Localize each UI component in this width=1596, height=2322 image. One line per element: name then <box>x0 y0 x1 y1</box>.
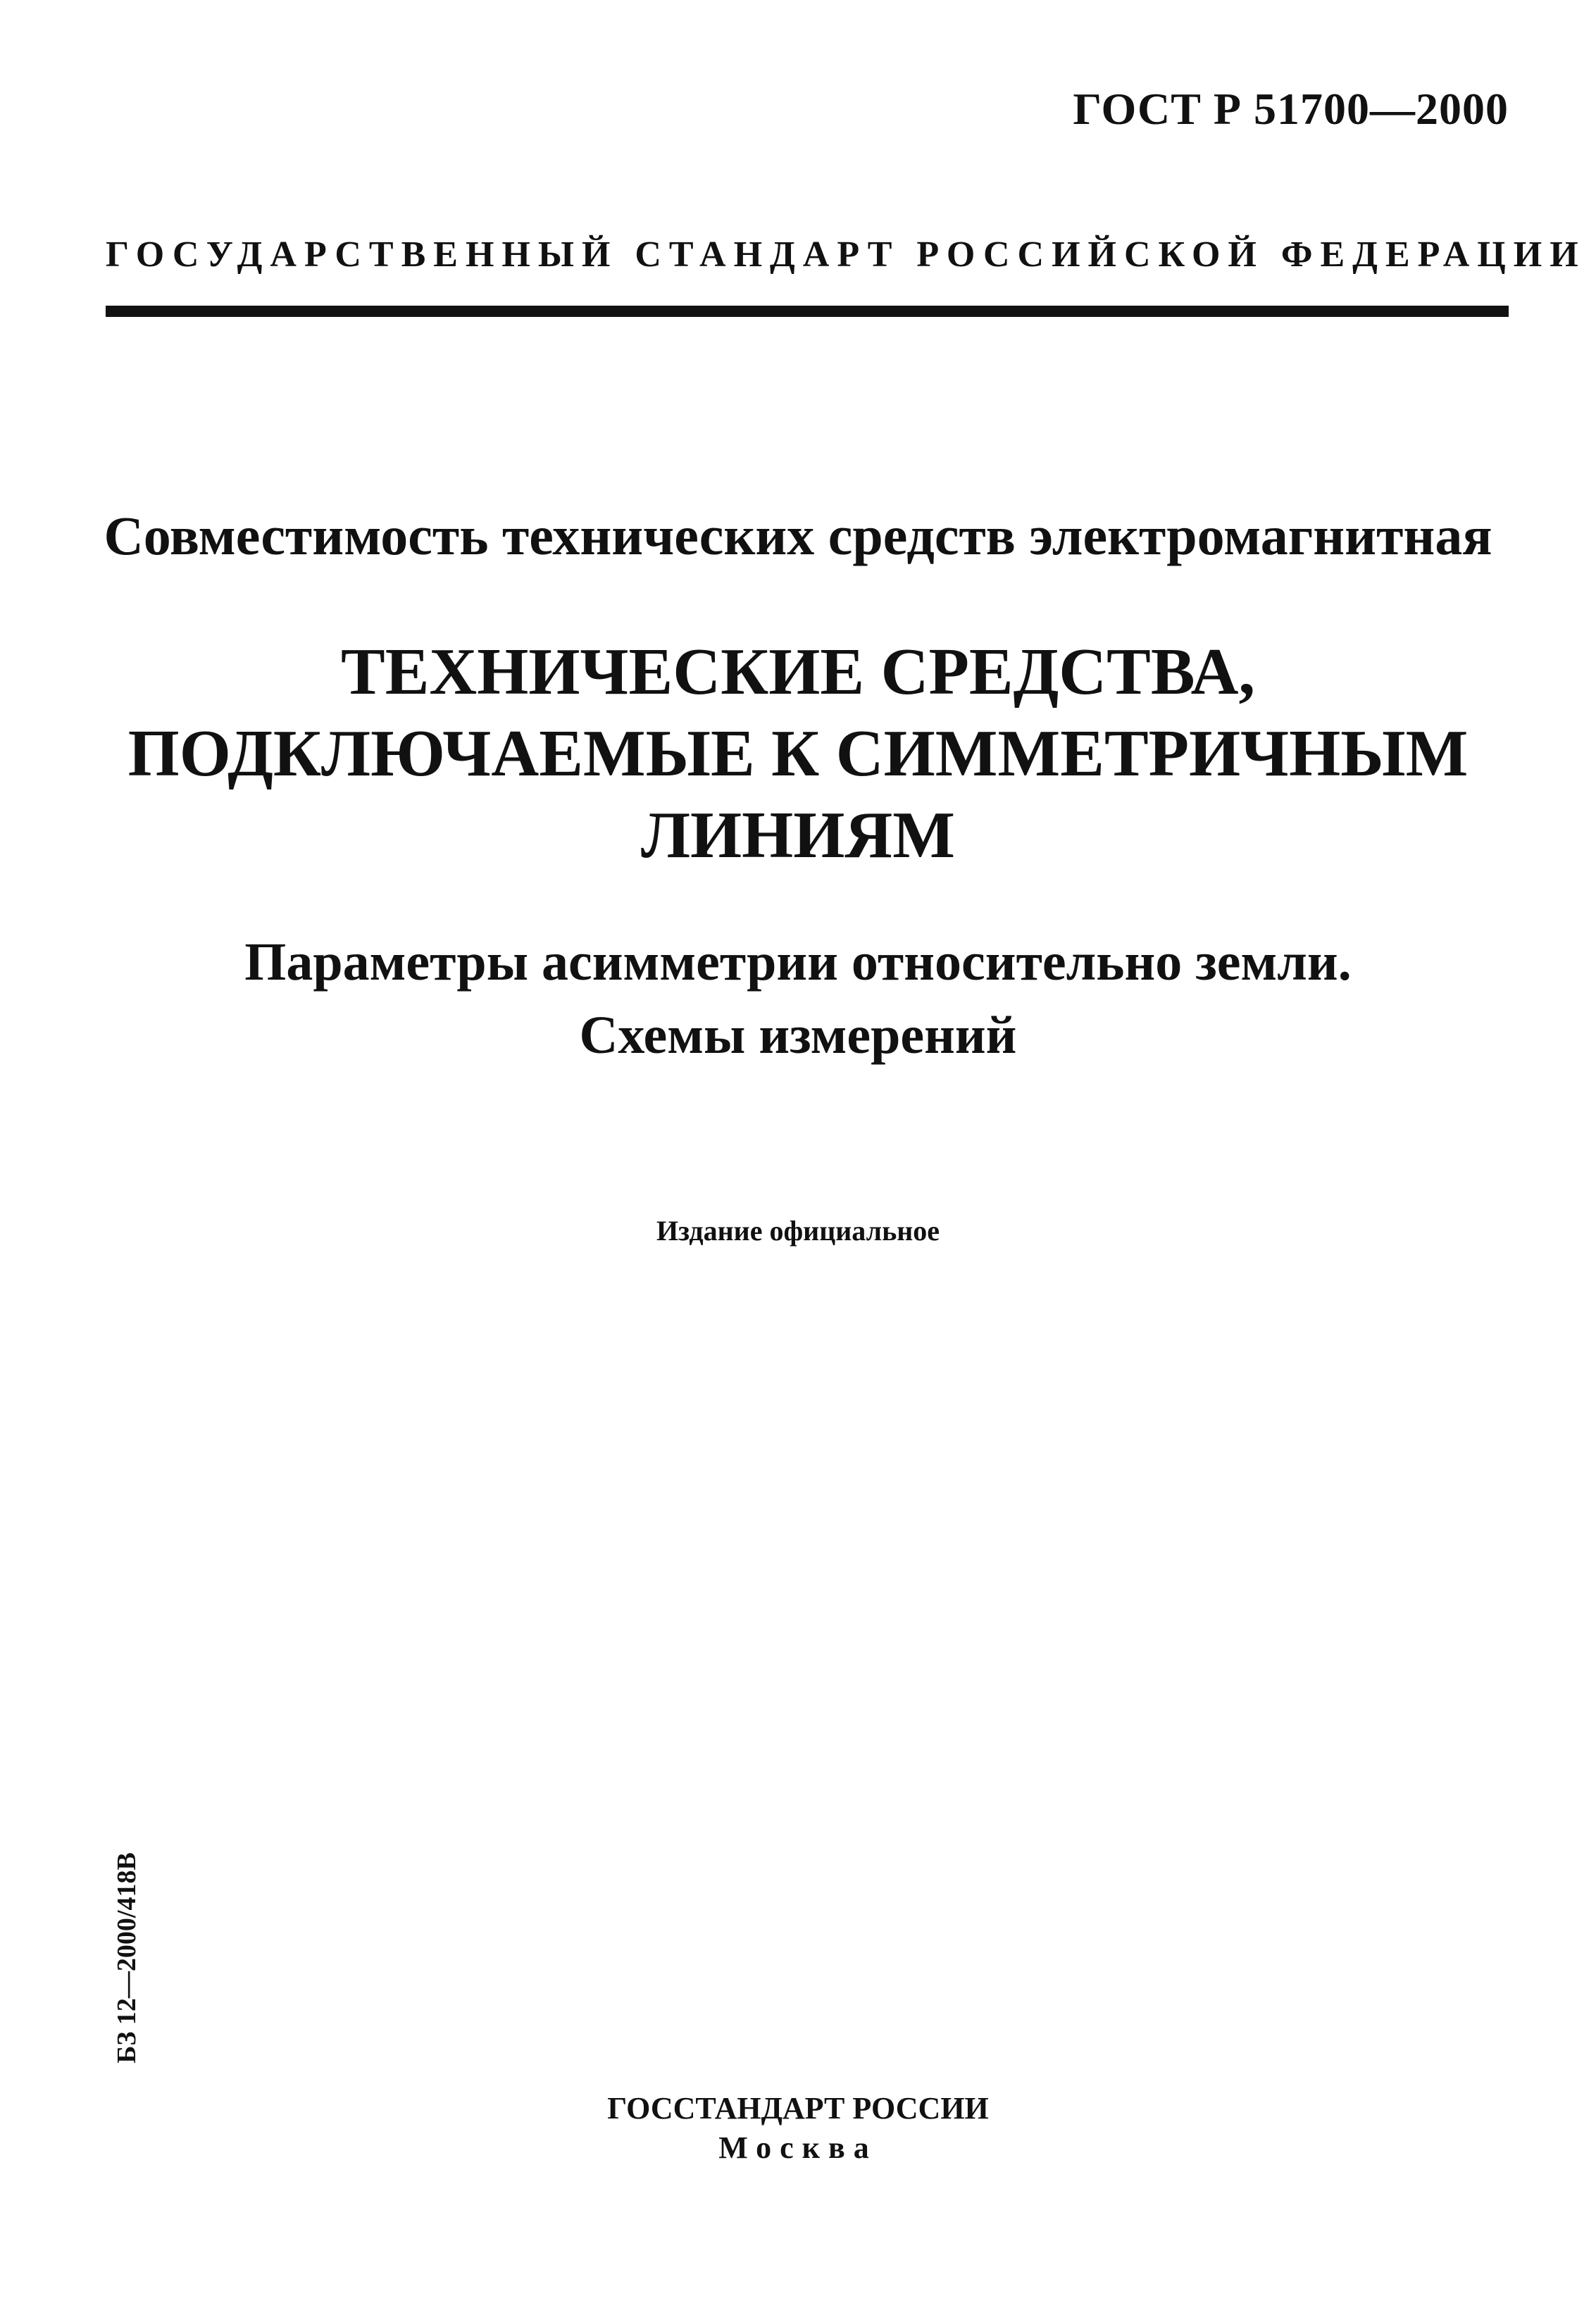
standard-heading: ГОСУДАРСТВЕННЫЙ СТАНДАРТ РОССИЙСКОЙ ФЕДЕРАЦИИ <box>106 235 1586 275</box>
document-subject: Совместимость технических средств электромагнитная <box>104 505 1492 566</box>
title-line: ЛИНИЯМ <box>641 799 955 872</box>
title-line: ТЕХНИЧЕСКИЕ СРЕДСТВА, <box>341 635 1255 709</box>
document-code: ГОСТ Р 51700—2000 <box>1073 84 1509 134</box>
publisher-block <box>85 2089 1511 2168</box>
subtitle-line: Схемы измерений <box>579 1006 1017 1065</box>
edition-label: Издание официальное <box>656 1215 940 1247</box>
document-title <box>85 631 1511 876</box>
side-code <box>111 1789 142 2127</box>
title-line: ПОДКЛЮЧАЕМЫЕ К СИММЕТРИЧНЫМ <box>127 717 1469 790</box>
side-code-text: БЗ 12—2000/418В <box>112 1852 142 2064</box>
document-subtitle <box>85 925 1511 1072</box>
subtitle-line: Параметры асимметрии относительно земли. <box>244 932 1352 992</box>
publisher-name: ГОССТАНДАРТ РОССИИ <box>607 2091 989 2126</box>
publisher-city: Москва <box>718 2130 878 2165</box>
header-rule <box>106 306 1509 317</box>
